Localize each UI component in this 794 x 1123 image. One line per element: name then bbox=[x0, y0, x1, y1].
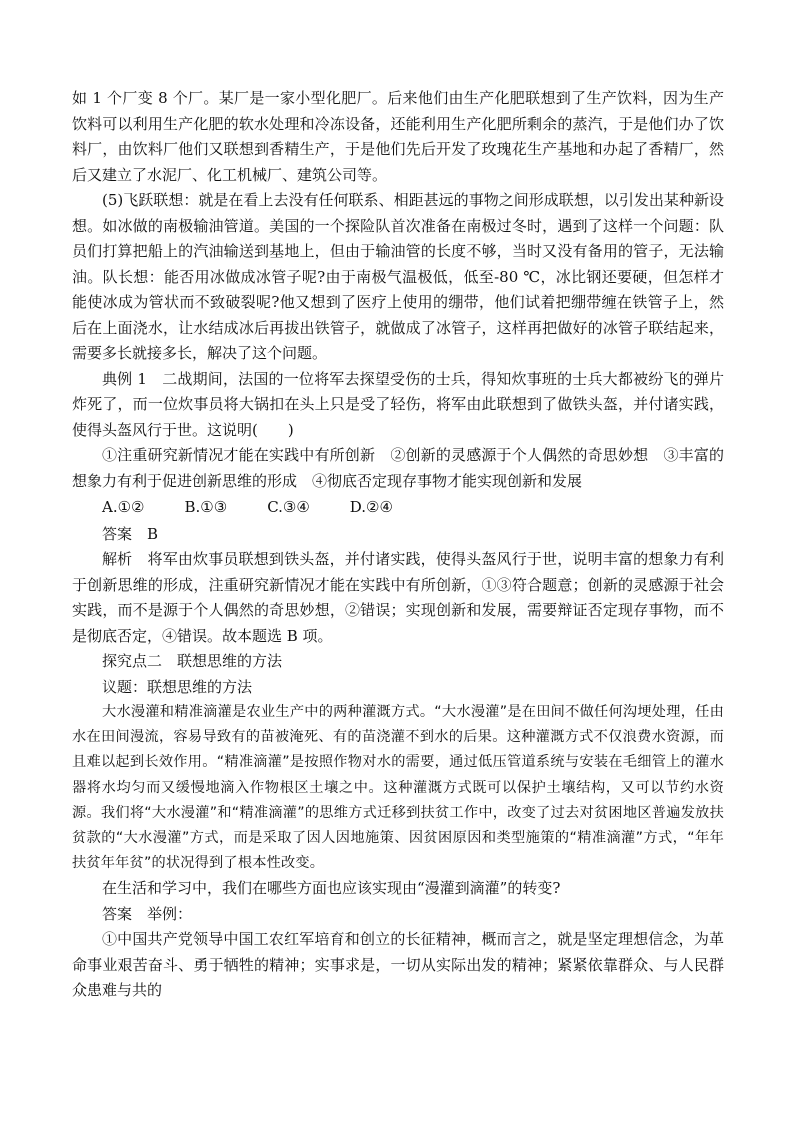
answer-label: 答案 B bbox=[102, 524, 159, 543]
document-page bbox=[72, 86, 724, 1004]
answer-example-1: ①中国共产党领导中国工农红军培育和创立的长征精神，概而言之，就是坚定理想信念，为革命事业艰苦奋斗、勇于牺牲的精神；实事求是，一切从实际出发的精神；紧紧依靠群众、与人民群众患难与共的 bbox=[72, 930, 724, 1000]
example-question-1: 典例 1 二战期间，法国的一位将军去探望受伤的士兵，得知炊事班的士兵大都被纷飞的弹片炸死了，而一位炊事员将大锅扣在头上只是受了轻伤，将军由此联想到了做铁头盔，并付诸实践，使得头盔风行于世。这说明( ) bbox=[72, 369, 724, 439]
discussion-question: 在生活和学习中，我们在哪些方面也应该实现由“漫灌到滴灌”的转变? bbox=[102, 879, 561, 898]
topic-line: 议题：联想思维的方法 bbox=[102, 677, 253, 696]
paragraph-factory-example: 如 1 个厂变 8 个厂。某厂是一家小型化肥厂。后来他们由生产化肥联想到了生产饮料，因为生产饮料可以利用生产化肥的软水处理和冷冻设备，还能利用生产化肥所剩余的蒸汽，于是他们办了饮料厂，由饮料厂他们又联想到香精生产，于是他们先后开发了玫瑰花生产基地和办起了香精厂，然后又建立了水泥厂、化工机械厂、建筑公司等。 bbox=[72, 89, 724, 184]
option-d: D.②④ bbox=[349, 498, 393, 516]
answer-example-label: 答案 举例： bbox=[102, 904, 193, 923]
option-c: C.③④ bbox=[267, 498, 310, 516]
section-heading: 探究点二 联想思维的方法 bbox=[102, 652, 283, 670]
analysis-paragraph: 解析 将军由炊事员联想到铁头盔，并付诸实践，使得头盔风行于世，说明丰富的想象力有利于创新思维的形成，注重研究新情况才能在实践中有所创新，①③符合题意；创新的灵感源于社会实践，而不是源于个人偶然的奇思妙想，②错误；实现创新和发展，需要辩证否定现存事物，而不是彻底否定，④错误。故本题选 B 项。 bbox=[72, 550, 724, 645]
paragraph-leap-association: (5)飞跃联想：就是在看上去没有任何联系、相距甚远的事物之间形成联想，以引发出某种新设想。如冰做的南极输油管道。美国的一个探险队首次准备在南极过冬时，遇到了这样一个问题：队员们打算把船上的汽油输送到基地上，但由于输油管的长度不够，当时又没有备用的管子，无法输油。队长想：能否用冰做成冰管子呢?由于南极气温极低，低至-80 ℃，冰比钢还要硬，但怎样才能使冰成为管状而不致破裂呢?他又想到了医疗上使用的绷带，他们试着把绷带缠在铁管子上，然后在上面浇水，让水结成冰后再拔出铁管子，就做成了冰管子，这样再把做好的冰管子联结起来，需要多长就接多长，解决了这个问题。 bbox=[72, 191, 724, 362]
question-statements: ①注重研究新情况才能在实践中有所创新 ②创新的灵感源于个人偶然的奇思妙想 ③丰富的想象力有利于促进创新思维的形成 ④彻底否定现存事物才能实现创新和发展 bbox=[72, 446, 724, 490]
option-b: B.①③ bbox=[184, 498, 228, 516]
answer-options bbox=[72, 495, 724, 521]
irrigation-material: 大水漫灌和精准滴灌是农业生产中的两种灌溉方式。“大水漫灌”是在田间不做任何沟埂处理，任由水在田间漫流，容易导致有的苗被淹死、有的苗浇灌不到水的后果。这种灌溉方式不仅浪费水资源，而且难以起到长效作用。“精准滴灌”是按照作物对水的需要，通过低压管道系统与安装在毛细管上的灌水器将水均匀而又缓慢地滴入作物根区土壤之中。这种灌溉方式既可以保护土壤结构，又可以节约水资源。我们将“大水漫灌”和“精准滴灌”的思维方式迁移到扶贫工作中，改变了过去对贫困地区普遍发放扶贫款的“大水漫灌”方式，而是采取了因人因地施策、因贫困原因和类型施策的“精准滴灌”方式，“年年扶贫年年贫”的状况得到了根本性改变。 bbox=[72, 704, 724, 872]
option-a: A.①② bbox=[102, 498, 145, 516]
